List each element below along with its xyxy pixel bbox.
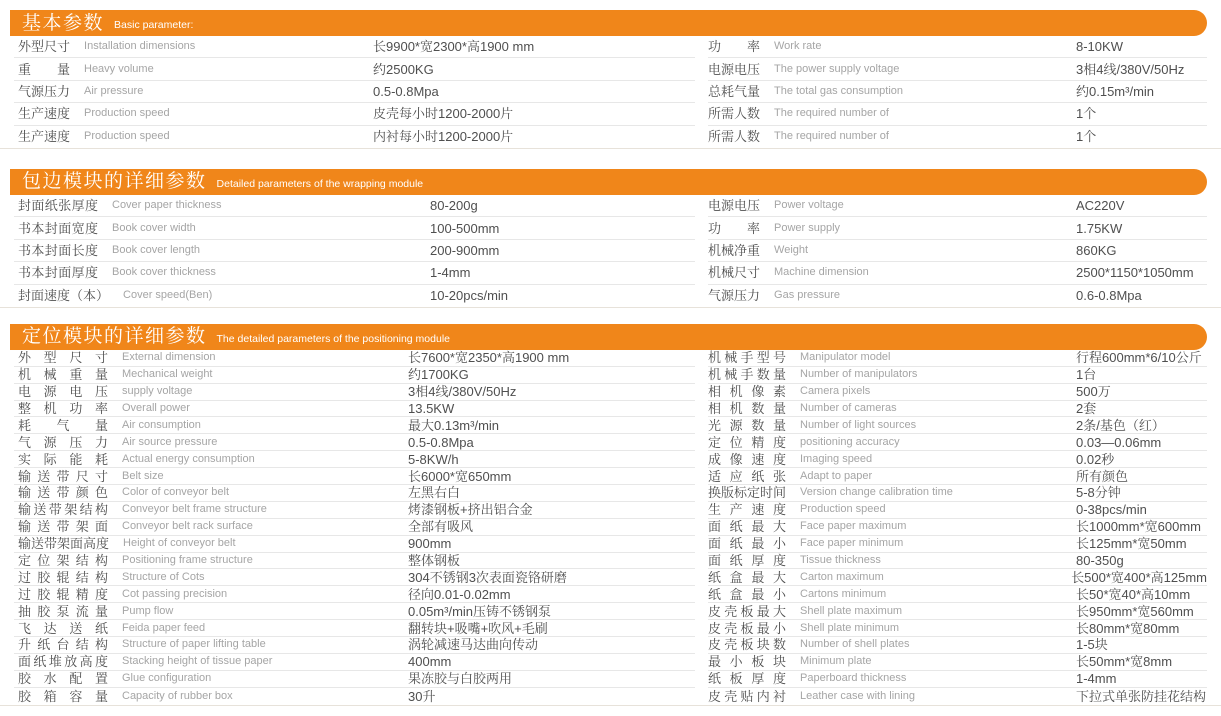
spec-value: 0.03—0.06mm [1076,434,1162,450]
spec-row [708,240,1207,262]
section-divider [0,148,1221,149]
spec-label-en: Glue configuration [122,673,212,685]
spec-label-zh: 相机数量 [708,401,786,417]
spec-value: 约2500KG [373,61,434,77]
spec-value: 5-8分钟 [1076,485,1121,501]
spec-label-zh: 面纸堆放高度 [18,654,108,670]
spec-value: 8-10KW [1076,39,1123,55]
spec-label-zh: 生产速度 [708,502,786,518]
spec-label-zh: 机械手型号 [708,350,786,366]
spec-label-zh: 输送带架面 [18,519,108,535]
spec-label-zh: 机械净重 [708,242,761,258]
spec-row [708,434,1207,451]
spec-row [14,468,695,485]
spec-label-en: Face paper minimum [800,538,904,550]
spec-label-zh: 面纸厚度 [708,553,786,569]
spec-value: 长50*宽40*高10mm [1076,586,1191,602]
spec-value: 3相4线/380V/50Hz [1076,61,1185,77]
spec-label-zh: 输送带架结构 [18,502,108,518]
spec-label-en: Positioning frame structure [122,555,253,567]
spec-row [708,103,1207,125]
spec-label-en: supply voltage [122,386,193,398]
spec-label-zh: 外型尺寸 [18,39,71,55]
spec-label-en: Actual energy consumption [122,453,255,465]
spec-label-en: Power supply [774,222,841,234]
spec-value: 860KG [1076,242,1117,258]
spec-label-zh: 面纸最小 [708,536,786,552]
spec-row [14,654,695,671]
spec-label-zh: 书本封面长度 [18,242,98,258]
spec-row [14,262,695,284]
spec-label-zh: 功率 [708,39,760,55]
spec-label-zh: 机械尺寸 [708,265,761,281]
spec-label-zh: 纸盒最大 [708,569,786,585]
spec-value: 最大0.13m³/min [408,417,500,433]
spec-label-zh: 最小板块 [708,654,786,670]
spec-label-zh: 面纸最大 [708,519,786,535]
spec-value: 1个 [1076,106,1097,122]
spec-value: 径向0.01-0.02mm [408,586,511,602]
spec-label-en: Gas pressure [774,290,841,302]
spec-label-en: Face paper maximum [800,521,907,533]
spec-label-zh: 适应纸张 [708,468,786,484]
spec-label-en: Manipulator model [800,352,891,364]
spec-row [708,688,1207,705]
spec-label-zh: 升纸台结构 [18,637,108,653]
spec-label-zh: 皮壳板块数 [708,637,786,653]
spec-value: 1-4mm [1076,671,1117,687]
section-divider [0,307,1221,308]
spec-row [708,262,1207,284]
spec-label-en: Imaging speed [800,453,873,465]
spec-label-en: Overall power [122,403,190,415]
spec-label-zh: 输送带尺寸 [18,468,108,484]
spec-row [708,586,1207,603]
spec-label-en: The required number of [774,108,889,120]
spec-value: 长50mm*宽8mm [1076,654,1173,670]
spec-label-zh: 飞达送纸 [18,620,108,636]
spec-column-right [708,350,1207,705]
spec-label-zh: 气源压力 [18,434,108,450]
spec-row [14,401,695,418]
spec-label-en: Pump flow [122,605,174,617]
spec-row [14,688,695,705]
spec-value: 80-350g [1076,553,1124,569]
spec-value: 0.02秒 [1076,451,1115,467]
spec-label-en: Structure of paper lifting table [122,639,266,651]
spec-value: 全部有吸风 [408,519,474,535]
spec-row [708,451,1207,468]
spec-row [708,637,1207,654]
spec-label-zh: 皮壳板最大 [708,603,786,619]
spec-row [14,350,695,367]
spec-value: 304不锈钢3次表面瓷铬研磨 [408,569,567,585]
spec-label-zh: 书本封面宽度 [18,220,98,236]
spec-label-zh: 纸板厚度 [708,671,786,687]
spec-value: 内衬每小时1200-2000片 [373,129,514,145]
section-title-zh: 基本参数 [22,12,105,34]
spec-value: 5-8KW/h [408,451,459,467]
spec-label-zh: 皮壳贴内衬 [708,688,786,704]
spec-row [14,553,695,570]
spec-column-right [708,195,1207,307]
spec-value: 涡轮减速马达曲向传动 [408,637,539,653]
spec-row [14,502,695,519]
spec-row [708,603,1207,620]
spec-label-en: Number of manipulators [800,369,918,381]
spec-label-zh: 胶箱容量 [18,688,108,704]
spec-label-zh: 胶水配置 [18,671,108,687]
spec-row [14,586,695,603]
spec-value: 100-500mm [430,220,500,236]
spec-value: 皮壳每小时1200-2000片 [373,106,514,122]
spec-label-en: Carton maximum [800,571,884,583]
spec-value: 烤漆钢板+挤出铝合金 [408,502,533,518]
section-body [14,350,1207,705]
spec-row [14,569,695,586]
spec-label-zh: 整机功率 [18,401,108,417]
spec-row [14,285,695,307]
spec-label-zh: 封面速度（本） [18,288,110,304]
spec-value: 长7600*宽2350*高1900 mm [408,350,570,366]
spec-label-en: Paperboard thickness [800,673,907,685]
spec-label-en: positioning accuracy [800,436,900,448]
spec-value: 3相4线/380V/50Hz [408,384,517,400]
spec-row [708,36,1207,58]
spec-row [708,502,1207,519]
spec-value: 果冻胶与白胶两用 [408,671,513,687]
spec-value: 0.5-0.8Mpa [373,83,439,99]
spec-label-zh: 过胶辊精度 [18,586,108,602]
spec-label-en: Leather case with lining [800,690,915,702]
spec-value: 整体钢板 [408,553,461,569]
section-divider [0,705,1221,706]
spec-row [14,434,695,451]
spec-value: 下拉式单张防挂花结构 [1076,688,1207,704]
spec-row [14,417,695,434]
spec-label-zh: 抽胶泵流量 [18,603,108,619]
spec-column-left [14,195,695,307]
spec-label-en: External dimension [122,352,216,364]
spec-value: 2条/基色（红） [1076,417,1165,433]
spec-label-zh: 电源电压 [18,384,108,400]
spec-label-en: Structure of Cots [122,571,205,583]
spec-label-en: Adapt to paper [800,470,873,482]
spec-row [708,671,1207,688]
spec-value: 900mm [408,536,452,552]
spec-value: 30升 [408,688,436,704]
spec-column-left [14,350,695,705]
spec-value: 长1000mm*宽600mm [1076,519,1201,535]
spec-value: 10-20pcs/min [430,288,509,304]
spec-row [708,519,1207,536]
spec-row [708,81,1207,103]
spec-label-en: Minimum plate [800,656,872,668]
spec-value: 行程600mm*6/10公斤 [1076,350,1202,366]
spec-label-en: Number of cameras [800,403,897,415]
spec-row [708,367,1207,384]
spec-value: AC220V [1076,198,1125,214]
spec-label-en: Book cover length [112,244,201,256]
spec-column-left [14,36,695,148]
spec-label-en: Cartons minimum [800,588,887,600]
section-title-en: Detailed parameters of the wrapping module [216,178,424,191]
section-header-basic [10,10,1207,36]
spec-value: 1个 [1076,129,1097,145]
spec-label-en: Conveyor belt frame structure [122,504,267,516]
spec-value: 13.5KW [408,401,455,417]
spec-value: 1-4mm [430,265,471,281]
spec-label-en: Machine dimension [774,267,869,279]
section-header-positioning [10,324,1207,350]
spec-label-en: Height of conveyor belt [123,538,236,550]
spec-label-en: Air pressure [84,85,144,97]
spec-label-en: Production speed [84,108,170,120]
spec-row [14,217,695,239]
spec-label-en: Air consumption [122,419,201,431]
spec-value: 所有颜色 [1076,468,1129,484]
spec-value: 约1700KG [408,367,469,383]
spec-label-zh: 定位架结构 [18,553,108,569]
section-body [14,195,1207,307]
spec-label-en: Cover speed(Ben) [123,290,213,302]
spec-value: 0-38pcs/min [1076,502,1147,518]
spec-label-en: Book cover width [112,222,196,234]
spec-label-zh: 功率 [708,220,760,236]
spec-label-en: Production speed [800,504,886,516]
spec-label-en: Book cover thickness [112,267,216,279]
spec-row [708,620,1207,637]
spec-label-en: Number of shell plates [800,639,910,651]
spec-label-zh: 所需人数 [708,129,761,145]
spec-label-zh: 重量 [18,61,70,77]
spec-value: 400mm [408,654,452,670]
spec-row [14,240,695,262]
spec-row [708,654,1207,671]
spec-label-zh: 电源电压 [708,198,761,214]
spec-value: 长500*宽400*高125mm [1071,569,1207,585]
spec-row [708,126,1207,148]
spec-row [14,58,695,80]
spec-column-right [708,36,1207,148]
spec-row [708,417,1207,434]
section-body [14,36,1207,148]
spec-row [708,58,1207,80]
spec-row [14,485,695,502]
spec-value: 200-900mm [430,242,500,258]
spec-label-en: Conveyor belt rack surface [122,521,253,533]
section-basic-parameters [0,10,1221,148]
spec-label-zh: 书本封面厚度 [18,265,98,281]
spec-label-zh: 相机像素 [708,384,786,400]
spec-label-en: Stacking height of tissue paper [122,656,273,668]
spec-row [14,36,695,58]
spec-label-en: Work rate [774,41,822,53]
spec-row [14,195,695,217]
spec-value: 长6000*宽650mm [408,468,512,484]
spec-value: 0.6-0.8Mpa [1076,288,1142,304]
spec-label-zh: 电源电压 [708,61,761,77]
spec-label-en: The required number of [774,131,889,143]
spec-label-zh: 机械重量 [18,367,108,383]
spec-value: 长950mm*宽560mm [1076,603,1194,619]
spec-value: 1-5块 [1076,637,1108,653]
spec-row [708,195,1207,217]
spec-label-zh: 机械手数量 [708,367,786,383]
spec-label-en: Tissue thickness [800,555,881,567]
spec-row [14,536,695,553]
spec-label-zh: 定位精度 [708,434,786,450]
spec-row [14,384,695,401]
spec-label-zh: 实际能耗 [18,451,108,467]
spec-row [14,367,695,384]
spec-value: 约0.15m³/min [1076,83,1155,99]
spec-label-en: Cover paper thickness [112,200,222,212]
spec-value: 2500*1150*1050mm [1076,265,1194,281]
spec-label-en: Color of conveyor belt [122,487,229,499]
spec-row [708,553,1207,570]
spec-label-en: Heavy volume [84,63,154,75]
section-title-zh: 包边模块的详细参数 [22,171,207,193]
spec-row [708,350,1207,367]
spec-row [14,603,695,620]
spec-label-en: Camera pixels [800,386,871,398]
spec-label-zh: 成像速度 [708,451,786,467]
spec-label-en: Shell plate minimum [800,622,900,634]
spec-value: 0.05m³/min压铸不锈钢泵 [408,603,552,619]
spec-value: 0.5-0.8Mpa [408,434,474,450]
spec-row [708,485,1207,502]
spec-value: 500万 [1076,384,1111,400]
spec-row [14,103,695,125]
spec-label-en: Number of light sources [800,419,917,431]
spec-value: 1.75KW [1076,220,1123,236]
spec-label-en: Cot passing precision [122,588,228,600]
spec-value: 2套 [1076,401,1097,417]
spec-label-en: Belt size [122,470,164,482]
spec-label-zh: 皮壳板最小 [708,620,786,636]
spec-value: 翻转块+吸嘴+吹风+毛刷 [408,620,548,636]
spec-label-zh: 过胶辊结构 [18,569,108,585]
spec-label-zh: 外型尺寸 [18,350,108,366]
spec-row [708,384,1207,401]
spec-label-en: Feida paper feed [122,622,206,634]
spec-value: 长9900*宽2300*高1900 mm [373,39,535,55]
section-positioning-module [0,324,1221,705]
spec-row [708,536,1207,553]
spec-row [14,451,695,468]
spec-label-en: The total gas consumption [774,85,904,97]
section-title-en: Basic parameter: [114,19,194,32]
spec-label-zh: 总耗气量 [708,83,761,99]
spec-row [708,468,1207,485]
spec-row [14,637,695,654]
section-title-en: The detailed parameters of the positioning module [216,333,450,346]
spec-label-zh: 气源压力 [708,288,761,304]
spec-row [14,81,695,103]
spec-value: 1台 [1076,367,1097,383]
spec-row [708,401,1207,418]
spec-label-en: Shell plate maximum [800,605,903,617]
spec-label-zh: 耗气量 [18,417,108,433]
spec-label-en: Version change calibration time [800,487,953,499]
spec-value: 长125mm*宽50mm [1076,536,1187,552]
spec-label-en: Capacity of rubber box [122,690,233,702]
spec-label-zh: 纸盒最小 [708,586,786,602]
spec-label-zh: 气源压力 [18,83,71,99]
spec-label-zh: 输送带架面高度 [18,536,110,552]
spec-value: 80-200g [430,198,478,214]
spec-row [708,569,1207,586]
spec-label-en: Power voltage [774,200,844,212]
spec-row [708,285,1207,307]
spec-label-zh: 输送带颜色 [18,485,108,501]
section-title-zh: 定位模块的详细参数 [22,326,207,348]
spec-value: 左黑右白 [408,485,461,501]
spec-row [14,519,695,536]
spec-label-en: Production speed [84,131,170,143]
spec-label-zh: 换版标定时间 [708,485,787,501]
spec-row [14,126,695,148]
spec-label-zh: 所需人数 [708,106,761,122]
spec-label-en: Installation dimensions [84,41,196,53]
spec-value: 长80mm*宽80mm [1076,620,1180,636]
spec-label-zh: 生产速度 [18,129,71,145]
section-header-wrapping [10,169,1207,195]
spec-label-en: Mechanical weight [122,369,213,381]
spec-label-en: The power supply voltage [774,63,900,75]
spec-row [708,217,1207,239]
spec-label-zh: 生产速度 [18,106,71,122]
spec-label-en: Air source pressure [122,436,218,448]
spec-label-zh: 封面纸张厚度 [18,198,98,214]
section-wrapping-module [0,169,1221,307]
spec-row [14,620,695,637]
spec-row [14,671,695,688]
spec-label-en: Weight [774,244,809,256]
spec-label-zh: 光源数量 [708,417,786,433]
